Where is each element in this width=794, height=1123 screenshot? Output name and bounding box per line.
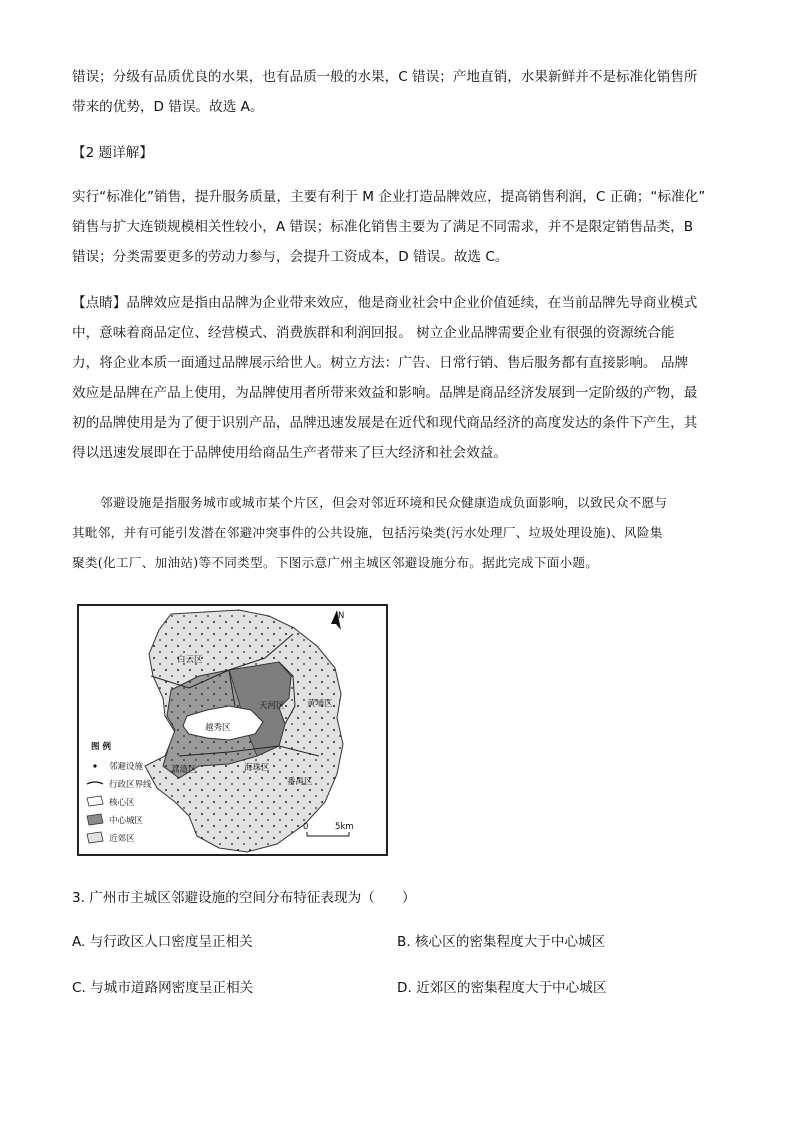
district-label-huangpu: 黄埔区 [307, 699, 333, 709]
svg-text:N: N [338, 611, 345, 621]
legend-title: 图 例 [91, 742, 111, 752]
district-label-yuexiu: 越秀区 [205, 723, 231, 733]
district-label-baiyun: 白云区 [177, 655, 203, 665]
question-stem: 3. 广州市主城区邻避设施的空间分布特征表现为（ ） [72, 890, 416, 906]
note-line: 【点睛】品牌效应是指由品牌为企业带来效应，他是商业社会中企业价值延续，在当前品牌先导商业模式 [72, 295, 698, 311]
legend-suburban-icon [87, 832, 103, 843]
note-line: 初的品牌使用是为了便于识别产品，品牌迅速发展是在近代和现代商品经济的高度发达的条件下产生，其 [72, 415, 698, 431]
guangzhou-map-figure [77, 604, 388, 856]
note-line: 力，将企业本质一面通过品牌展示给世人。树立方法：广告、日常行销、售后服务都有直接影响。 品牌 [72, 355, 689, 371]
paragraph-line: 带来的优势，D 错误。故选 A。 [72, 99, 264, 115]
note-line: 中，意味着商品定位、经营模式、消费族群和利润回报。 树立企业品牌需要企业有很强的资源统合能 [72, 325, 675, 341]
district-label-tianhe: 天河区 [259, 701, 285, 711]
scale-bar [303, 822, 354, 836]
legend-core-icon [87, 796, 103, 806]
legend-item: 中心城区 [109, 816, 144, 826]
paragraph-line: 销售与扩大连锁规模相关性较小，A 错误；标准化销售主要为了满足不同需求，并不是限定销售品类，B [72, 219, 694, 235]
paragraph-line: 错误；分级有品质优良的水果，也有品质一般的水果，C 错误；产地直销，水果新鲜并不是标准化销售所 [72, 69, 698, 85]
option-d[interactable]: D. 近郊区的密集程度大于中心城区 [397, 980, 607, 996]
district-label-panyu: 番禺区 [287, 777, 313, 787]
section-header: 【2 题详解】 [72, 145, 153, 161]
svg-text:5km: 5km [335, 822, 354, 832]
note-line: 得以迅速发展即在于品牌使用给商品生产者带来了巨大经济和社会效益。 [72, 445, 507, 461]
intro-line: 聚类(化工厂、加油站)等不同类型。下图示意广州主城区邻避设施分布。据此完成下面小题。 [72, 555, 599, 570]
option-a[interactable]: A. 与行政区人口密度呈正相关 [72, 934, 253, 950]
intro-line: 其毗邻，并有可能引发潜在邻避冲突事件的公共设施，包括污染类(污水处理厂、垃圾处理设施)、风险集 [72, 525, 663, 540]
legend-item: 近郊区 [109, 834, 135, 844]
legend-item: 核心区 [109, 798, 135, 808]
legend-dot-icon [93, 764, 96, 767]
paragraph-line: 实行“标准化”销售，提升服务质量，主要有利于 M 企业打造品牌效应，提高销售利润，C 正确；“标准化” [72, 189, 706, 205]
legend-item: 行政区界线 [109, 780, 152, 790]
note-line: 效应是品牌在产品上使用，为品牌使用者所带来效益和影响。品牌是商品经济发展到一定阶级的产物，最 [72, 385, 698, 401]
intro-line: 邻避设施是指服务城市或城市某个片区，但会对邻近环境和民众健康造成负面影响，以致民众不愿与 [100, 495, 668, 510]
north-arrow-icon [331, 610, 344, 630]
option-b[interactable]: B. 核心区的密集程度大于中心城区 [397, 934, 606, 950]
legend-item: 邻避设施 [109, 762, 144, 772]
district-label-liwan: 荔湾区 [171, 765, 197, 775]
legend-line-icon [87, 782, 103, 784]
svg-text:0: 0 [303, 822, 309, 832]
map-svg [79, 606, 386, 854]
district-label-haizhu: 海珠区 [244, 763, 270, 773]
option-c[interactable]: C. 与城市道路网密度呈正相关 [72, 980, 254, 996]
paragraph-line: 错误；分类需要更多的劳动力参与，会提升工资成本，D 错误。故选 C。 [72, 249, 509, 265]
legend-central-icon [87, 814, 103, 825]
